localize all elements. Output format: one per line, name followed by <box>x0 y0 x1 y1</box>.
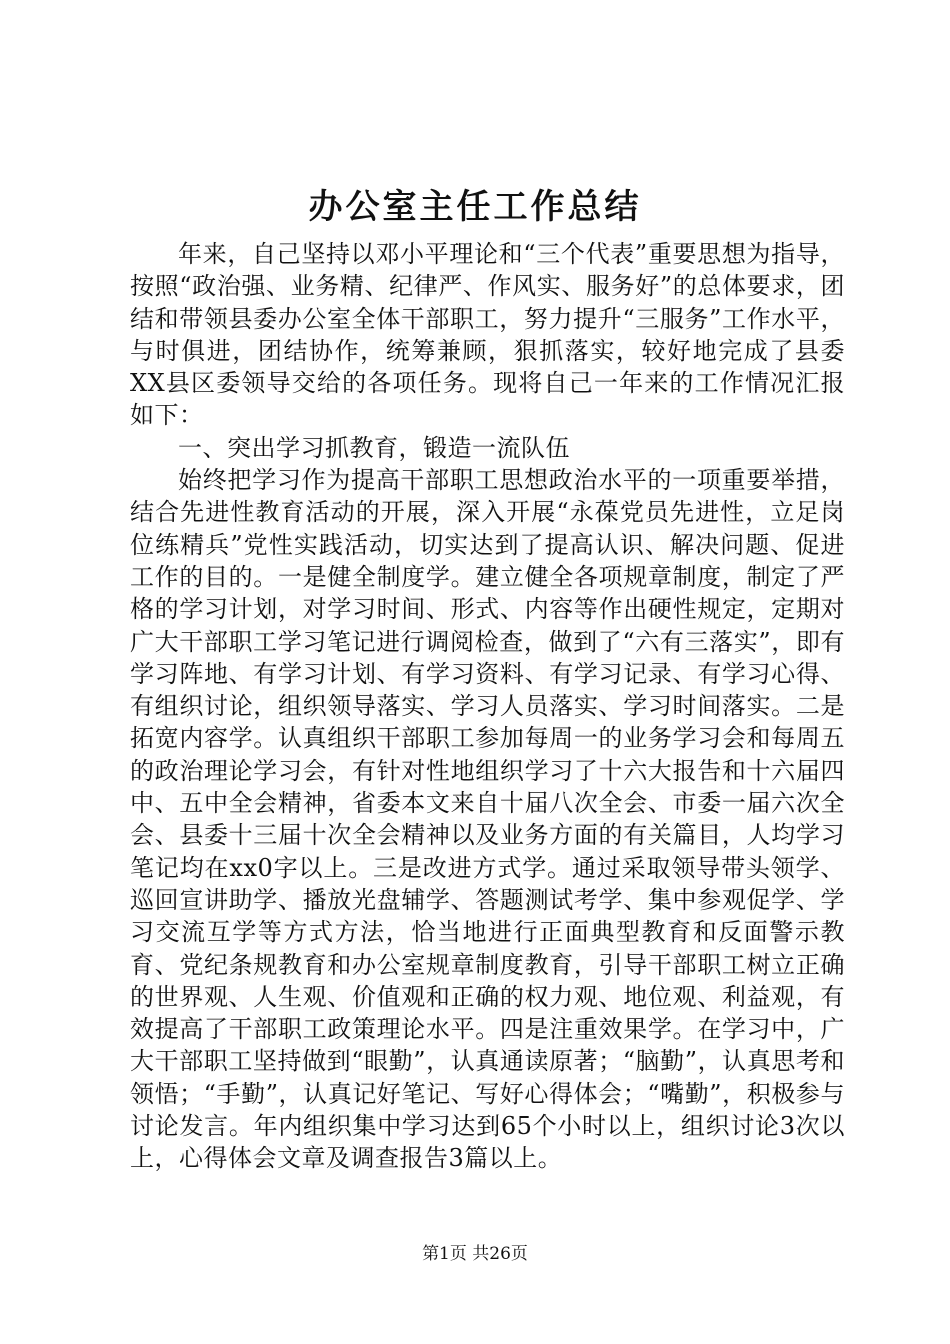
intro-paragraph: 年来，自己坚持以邓小平理论和“三个代表”重要思想为指导，按照“政治强、业务精、纪律严、作风实、服务好”的总体要求，团结和带领县委办公室全体干部职工，努力提升“三服务”工作水平，与时俱进，团结协作，统筹兼顾，狠抓落实，较好地完成了县委XX县区委领导交给的各项任务。现将自己一年来的工作情况汇报如下： <box>130 240 845 430</box>
page-footer: 第1页 共26页 <box>422 1244 528 1264</box>
section-heading: 一、突出学习抓教育，锻造一流队伍 <box>178 433 570 462</box>
document-body <box>130 238 845 1175</box>
section-paragraph: 始终把学习作为提高干部职工思想政治水平的一项重要举措，结合先进性教育活动的开展，深入开展“永葆党员先进性，立足岗位练精兵”党性实践活动，切实达到了提高认识、解决问题、促进工作的目的。一是健全制度学。建立健全各项规章制度，制定了严格的学习计划，对学习时间、形式、内容等作出硬性规定，定期对广大干部职工学习笔记进行调阅检查，做到了“六有三落实”，即有学习阵地、有学习计划、有学习资料、有学习记录、有学习心得、有组织讨论，组织领导落实、学习人员落实、学习时间落实。二是拓宽内容学。认真组织干部职工参加每周一的业务学习会和每周五的政治理论学习会，有针对性地组织学习了十六大报告和十六届四中、五中全会精神，省委本文来自十届八次全会、市委一届六次全会、县委十三届十次全会精神以及业务方面的有关篇目，人均学习笔记均在xx0字以上。三是改进方式学。通过采取领导带头领学、巡回宣讲助学、播放光盘辅学、答题测试考学、集中参观促学、学习交流互学等方式方法，恰当地进行正面典型教育和反面警示教育、党纪条规教育和办公室规章制度教育，引导干部职工树立正确的世界观、人生观、价值观和正确的权力观、地位观、利益观，有效提高了干部职工政策理论水平。四是注重效果学。在学习中，广大干部职工坚持做到“眼勤”，认真通读原著；“脑勤”，认真思考和领悟；“手勤”，认真记好笔记、写好心得体会；“嘴勤”，积极参与讨论发言。年内组织集中学习达到65个小时以上，组织讨论3次以上，心得体会文章及调查报告3篇以上。 <box>130 466 845 1173</box>
document-title: 办公室主任工作总结 <box>308 187 642 227</box>
